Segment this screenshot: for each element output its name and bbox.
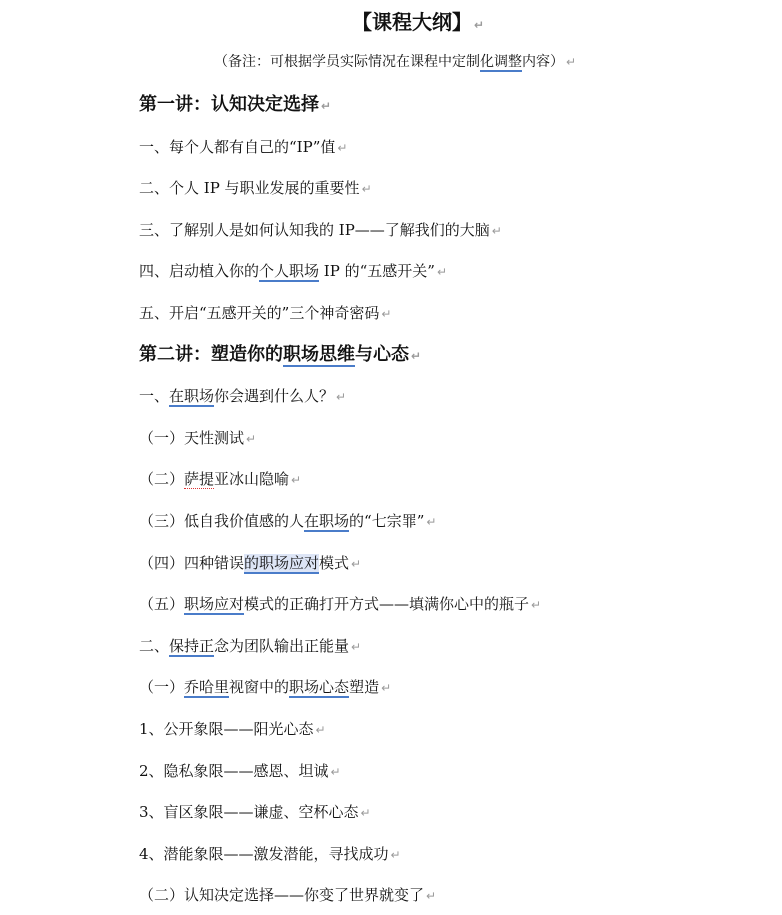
paragraph-mark: ↵	[291, 473, 302, 487]
list-item: 一、每个人都有自己的“IP”值 ↵	[139, 138, 348, 156]
paragraph-mark: ↵	[474, 18, 485, 32]
underlined-text: 个人职场	[259, 262, 320, 280]
underlined-text: 在职场	[304, 512, 350, 530]
paragraph-mark: ↵	[361, 182, 372, 196]
list-item: （一）天性测试 ↵	[139, 429, 257, 447]
paragraph-mark: ↵	[566, 55, 577, 69]
list-item: （四）四种错误的职场应对模式 ↵	[139, 554, 362, 572]
list-item: 三、了解别人是如何认知我的 IP——了解我们的大脑 ↵	[139, 221, 502, 239]
list-item: （一）乔哈里视窗中的职场心态塑造 ↵	[139, 678, 392, 696]
list-item: 二、个人 IP 与职业发展的重要性 ↵	[139, 179, 372, 197]
lecture-1-heading: 第一讲：认知决定选择 ↵	[139, 94, 332, 115]
underlined-text: 在职场	[169, 387, 215, 405]
underlined-text: 乔哈里	[184, 678, 230, 696]
underlined-text: 职场思维	[283, 344, 355, 365]
section-heading: 二、保持正念为团队输出正能量 ↵	[139, 637, 362, 655]
paragraph-mark: ↵	[426, 889, 437, 903]
list-item: 4、潜能象限——激发潜能，寻找成功 ↵	[139, 845, 401, 863]
paragraph-mark: ↵	[330, 765, 341, 779]
paragraph-mark: ↵	[321, 99, 332, 113]
list-item: （五）职场应对模式的正确打开方式——填满你心中的瓶子 ↵	[139, 595, 542, 613]
paragraph-mark: ↵	[426, 515, 437, 529]
list-item: （三）低自我价值感的人在职场的“七宗罪” ↵	[139, 512, 437, 530]
underlined-text: 职场应对	[184, 595, 245, 613]
paragraph-mark: ↵	[436, 265, 447, 279]
underlined-text: 化调整	[480, 54, 522, 70]
paragraph-mark: ↵	[337, 141, 348, 155]
list-item: 四、启动植入你的个人职场 IP 的“五感开关” ↵	[139, 262, 447, 280]
list-item: 五、开启“五感开关的”三个神奇密码 ↵	[139, 304, 392, 322]
underlined-text: 职场心态	[289, 678, 350, 696]
paragraph-mark: ↵	[351, 640, 362, 654]
highlighted-text: 的职场应对	[244, 554, 320, 572]
spellcheck-underline: 萨提	[184, 470, 215, 488]
paragraph-mark: ↵	[411, 349, 422, 363]
paragraph-mark: ↵	[390, 848, 401, 862]
list-item: 1、公开象限——阳光心态 ↵	[139, 720, 326, 738]
list-item: （二）萨提亚冰山隐喻 ↵	[139, 470, 302, 488]
paragraph-mark: ↵	[381, 681, 392, 695]
paragraph-mark: ↵	[336, 390, 347, 404]
paragraph-mark: ↵	[246, 432, 257, 446]
underlined-text: 保持正	[169, 637, 215, 655]
outline-title: 【课程大纲】 ↵	[352, 10, 485, 34]
paragraph-mark: ↵	[381, 307, 392, 321]
list-item: （二）认知决定选择——你变了世界就变了 ↵	[139, 886, 437, 904]
lecture-2-heading: 第二讲：塑造你的职场思维与心态 ↵	[139, 344, 422, 365]
list-item: 2、隐私象限——感恩、坦诚 ↵	[139, 762, 341, 780]
paragraph-mark: ↵	[351, 557, 362, 571]
paragraph-mark: ↵	[531, 598, 542, 612]
paragraph-mark: ↵	[360, 806, 371, 820]
list-item: 3、盲区象限——谦虚、空杯心态 ↵	[139, 803, 371, 821]
section-heading: 一、在职场你会遇到什么人？ ↵	[139, 387, 347, 405]
paragraph-mark: ↵	[315, 723, 326, 737]
note-line: （备注：可根据学员实际情况在课程中定制化调整内容） ↵	[214, 54, 577, 70]
paragraph-mark: ↵	[491, 224, 502, 238]
